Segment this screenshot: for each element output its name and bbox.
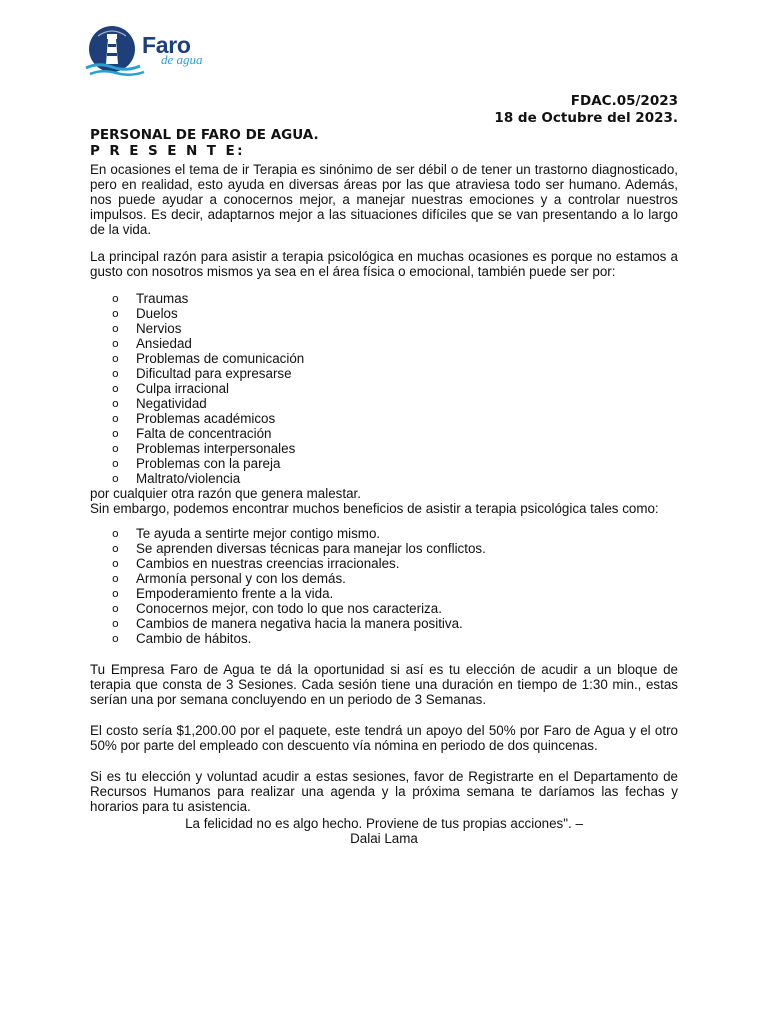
benefit-item-text: Cambios de manera negativa hacia la manera positiva. [136,616,463,631]
reason-item [90,426,678,441]
benefit-item [90,631,678,646]
document-reference: FDAC.05/2023 [570,93,678,109]
lighthouse-icon [84,24,146,80]
quote-author: Dalai Lama [350,831,418,846]
bullet-icon: o [112,557,119,570]
reasons-list [90,291,678,486]
bullet-icon: o [112,572,119,585]
bullet-icon: o [112,427,119,440]
benefits-intro-text: Sin embargo, podemos encontrar muchos beneficios de asistir a terapia psicológica tales como: [90,501,659,516]
logo-name: Faro [142,32,191,58]
bullet-icon: o [112,472,119,485]
reason-item-text: Falta de concentración [136,426,272,441]
reason-item-text: Nervios [136,321,182,336]
reason-item-text: Problemas de comunicación [136,351,305,366]
reason-item [90,471,678,486]
benefit-item-text: Se aprenden diversas técnicas para manejar los conflictos. [136,541,486,556]
bullet-icon: o [112,367,119,380]
document-date: 18 de Octubre del 2023. [494,110,678,126]
benefits-list [90,526,678,646]
bullet-icon: o [112,442,119,455]
benefit-item-text: Empoderamiento frente a la vida. [136,586,334,601]
reason-item-text: Culpa irracional [136,381,230,396]
benefit-item [90,571,678,586]
addressee-line: PERSONAL DE FARO DE AGUA. [90,127,319,143]
bullet-icon: o [112,352,119,365]
reason-item-text: Problemas académicos [136,411,276,426]
bullet-icon: o [112,382,119,395]
reason-item [90,336,678,351]
document-header [494,93,678,127]
offer-paragraph: Tu Empresa Faro de Agua te dá la oportunidad si así es tu elección de acudir a un bloque de terapia que consta de 3 Sesiones. Cada sesión tiene una duración en tiempo de 1:30 min., estas serían una por semana concluyendo en un periodo de 3 Semanas. [90,662,678,707]
addressee-block [90,127,319,159]
reason-item [90,291,678,306]
bullet-icon: o [112,602,119,615]
reason-item-text: Duelos [136,306,178,321]
benefit-item [90,526,678,541]
presente-line: P R E S E N T E: [90,143,245,159]
bullet-icon: o [112,337,119,350]
reason-item-text: Negatividad [136,396,207,411]
bullet-icon: o [112,322,119,335]
reason-item [90,381,678,396]
logo-subtitle: de agua [161,52,203,67]
reasons-intro-paragraph: La principal razón para asistir a terapia psicológica en muchas ocasiones es porque no estamos a gusto con nosotros mismos ya sea en el área física o emocional, también puede ser por: [90,249,678,279]
register-paragraph: Si es tu elección y voluntad acudir a estas sesiones, favor de Registrarte en el Departamento de Recursos Humanos para realizar una agenda y la próxima semana te daríamos las fechas y horarios para tu asistencia. [90,769,678,814]
benefit-item [90,586,678,601]
reason-item-text: Dificultad para expresarse [136,366,292,381]
reason-item-text: Traumas [136,291,189,306]
reason-item [90,351,678,366]
reason-item-text: Ansiedad [136,336,192,351]
quote-text: La felicidad no es algo hecho. Proviene de tus propias acciones". – [185,816,583,831]
reason-item-text: Problemas con la pareja [136,456,281,471]
bullet-icon: o [112,527,119,540]
bullet-icon: o [112,587,119,600]
benefit-item [90,616,678,631]
reason-item [90,396,678,411]
reason-item [90,441,678,456]
bullet-icon: o [112,292,119,305]
benefit-item-text: Armonía personal y con los demás. [136,571,346,586]
benefit-item [90,541,678,556]
reason-item [90,366,678,381]
reasons-after-text: por cualquier otra razón que genera malestar. [90,486,361,501]
reason-item-text: Problemas interpersonales [136,441,296,456]
benefit-item [90,601,678,616]
bullet-icon: o [112,457,119,470]
bullet-icon: o [112,307,119,320]
reason-item [90,411,678,426]
bullet-icon: o [112,632,119,645]
reason-item-text: Maltrato/violencia [136,471,241,486]
benefit-item-text: Conocernos mejor, con todo lo que nos caracteriza. [136,601,442,616]
letter-body [90,162,678,846]
company-logo [84,24,214,80]
benefit-item-text: Te ayuda a sentirte mejor contigo mismo. [136,526,381,541]
reason-item [90,456,678,471]
benefit-item [90,556,678,571]
bullet-icon: o [112,412,119,425]
cost-paragraph: El costo sería $1,200.00 por el paquete, este tendrá un apoyo del 50% por Faro de Agua y el otro 50% por parte del empleado con descuento vía nómina en periodo de dos quincenas. [90,723,678,753]
bullet-icon: o [112,542,119,555]
reason-item [90,321,678,336]
intro-paragraph: En ocasiones el tema de ir Terapia es sinónimo de ser débil o de tener un trastorno diagnosticado, pero en realidad, esto ayuda en diversas áreas por las que atraviesa todo ser humano. Además, nos puede ayudar a conocernos mejor, a manejar nuestras emociones y a controlar nuestros impulsos. Es decir, adaptarnos mejor a las situaciones difíciles que se van presentando a lo largo de la vida. [90,162,678,237]
bullet-icon: o [112,617,119,630]
benefit-item-text: Cambio de hábitos. [136,631,252,646]
benefit-item-text: Cambios en nuestras creencias irracionales. [136,556,400,571]
bullet-icon: o [112,397,119,410]
reason-item [90,306,678,321]
